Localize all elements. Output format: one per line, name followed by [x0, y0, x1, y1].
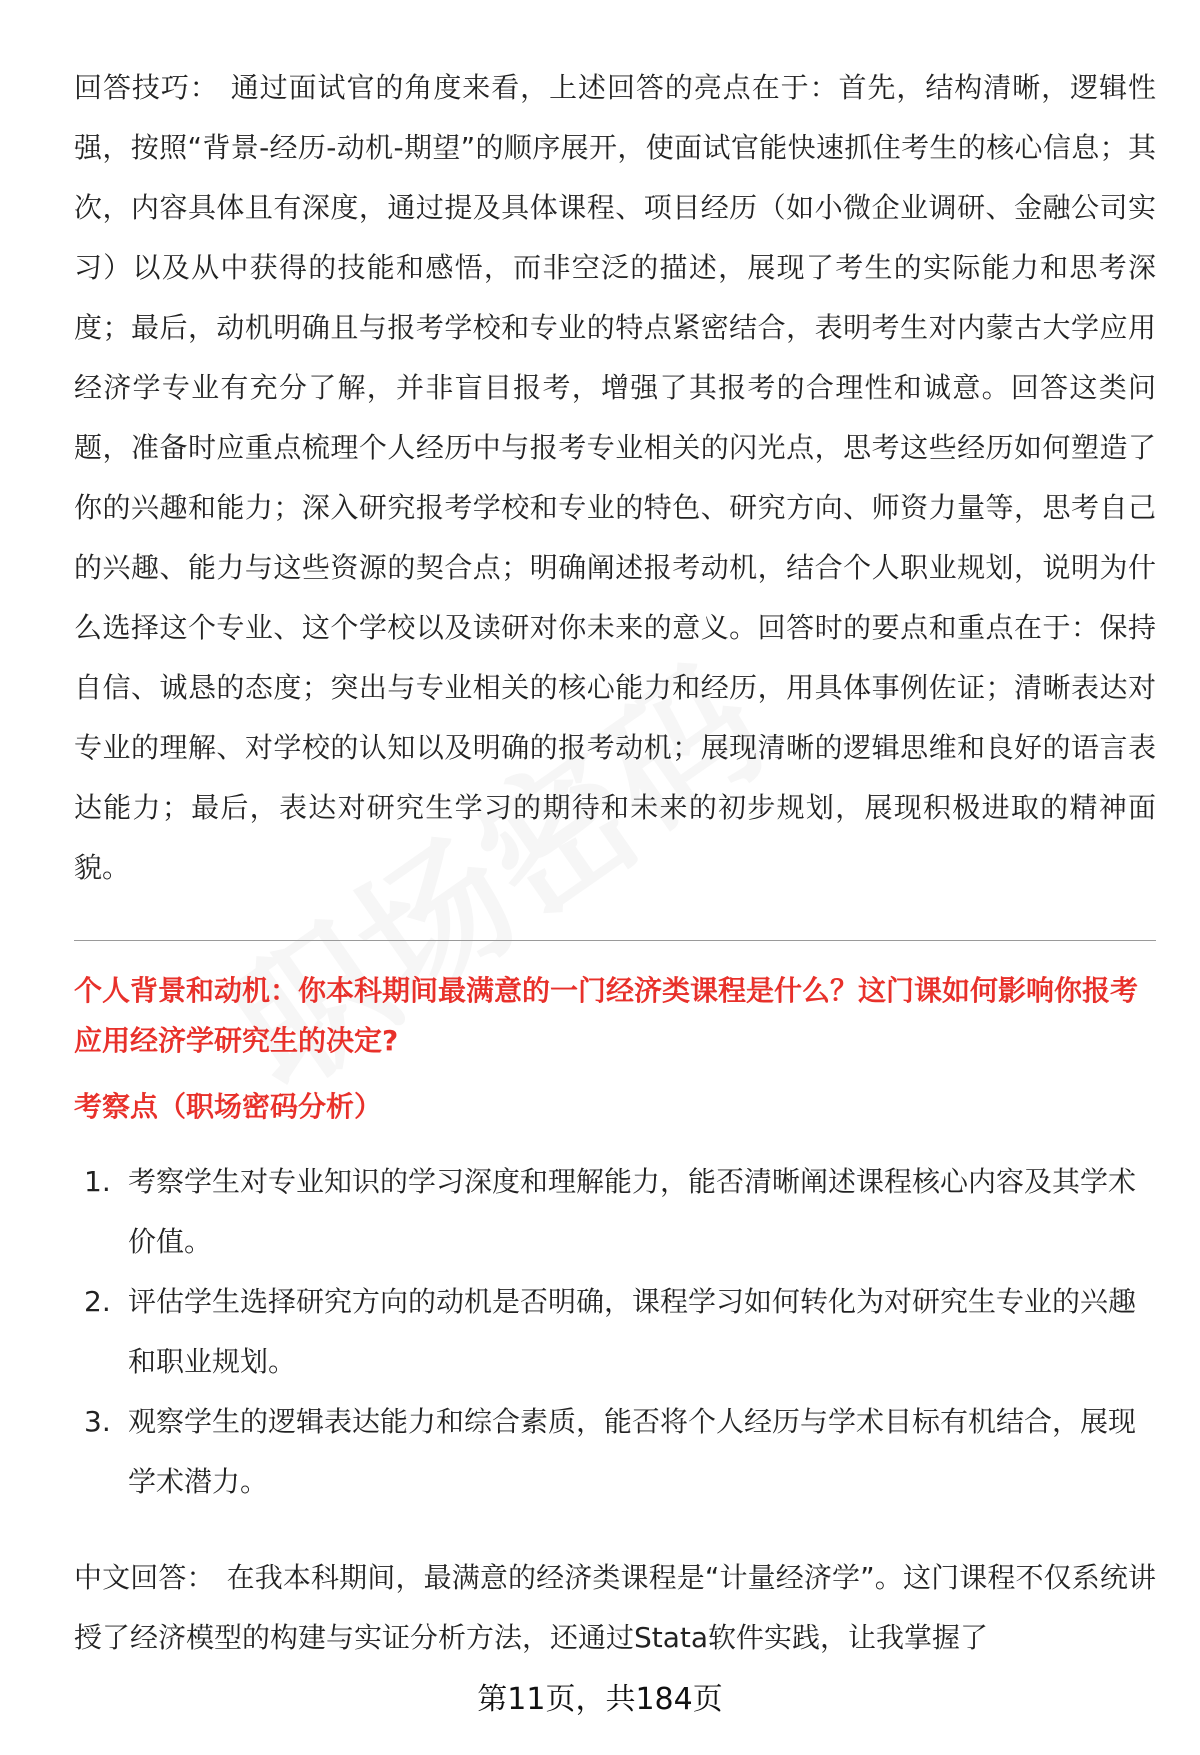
- tips-label: 回答技巧：: [74, 71, 219, 104]
- focus-heading: 考察点（职场密码分析）: [74, 1090, 383, 1123]
- list-item-number: 1.: [84, 1165, 111, 1198]
- question-heading: 个人背景和动机：你本科期间最满意的一门经济类课程是什么？这门课如何影响你报考应用经济学研究生的决定?: [74, 974, 1139, 1057]
- list-item: [74, 1272, 1156, 1392]
- section-divider: [74, 940, 1156, 941]
- list-item-text: 评估学生选择研究方向的动机是否明确，课程学习如何转化为对研究生专业的兴趣和职业规划。: [128, 1285, 1137, 1378]
- list-item: [74, 1152, 1156, 1272]
- list-item-text: 观察学生的逻辑表达能力和综合素质，能否将个人经历与学术目标有机结合，展现学术潜力。: [128, 1405, 1137, 1498]
- page-number-footer: 第11页，共184页: [477, 1682, 723, 1717]
- answer-tips-paragraph: [74, 58, 1156, 898]
- focus-list: [74, 1152, 1156, 1512]
- tips-text: 通过面试官的角度来看，上述回答的亮点在于：首先，结构清晰，逻辑性强，按照“背景-经历-动机-期望”的顺序展开，使面试官能快速抓住考生的核心信息；其次，内容具体且有深度，通过提及具体课程、项目经历（如小微企业调研、金融公司实习）以及从中获得的技能和感悟，而非空泛的描述，展现了考生的实际能力和思考深度；最后，动机明确且与报考学校和专业的特点紧密结合，表明考生对内蒙古大学应用经济学专业有充分了解，并非盲目报考，增强了其报考的合理性和诚意。回答这类问题，准备时应重点梳理个人经历中与报考专业相关的闪光点，思考这些经历如何塑造了你的兴趣和能力；深入研究报考学校和专业的特色、研究方向、师资力量等，思考自己的兴趣、能力与这些资源的契合点；明确阐述报考动机，结合个人职业规划，说明为什么选择这个专业、这个学校以及读研对你未来的意义。回答时的要点和重点在于：保持自信、诚恳的态度；突出与专业相关的核心能力和经历，用具体事例佐证；清晰表达对专业的理解、对学校的认知以及明确的报考动机；展现清晰的逻辑思维和良好的语言表达能力；最后，表达对研究生学习的期待和未来的初步规划，展现积极进取的精神面貌。: [74, 71, 1156, 884]
- chinese-answer-paragraph: [74, 1548, 1156, 1668]
- list-item: [74, 1392, 1156, 1512]
- list-item-number: 2.: [84, 1285, 111, 1318]
- list-item-number: 3.: [84, 1405, 111, 1438]
- list-item-text: 考察学生对专业知识的学习深度和理解能力，能否清晰阐述课程核心内容及其学术价值。: [128, 1165, 1137, 1258]
- answer-label: 中文回答：: [74, 1561, 215, 1594]
- answer-text: 在我本科期间，最满意的经济类课程是“计量经济学”。这门课程不仅系统讲授了经济模型的构建与实证分析方法，还通过Stata软件实践，让我掌握了: [74, 1561, 1156, 1654]
